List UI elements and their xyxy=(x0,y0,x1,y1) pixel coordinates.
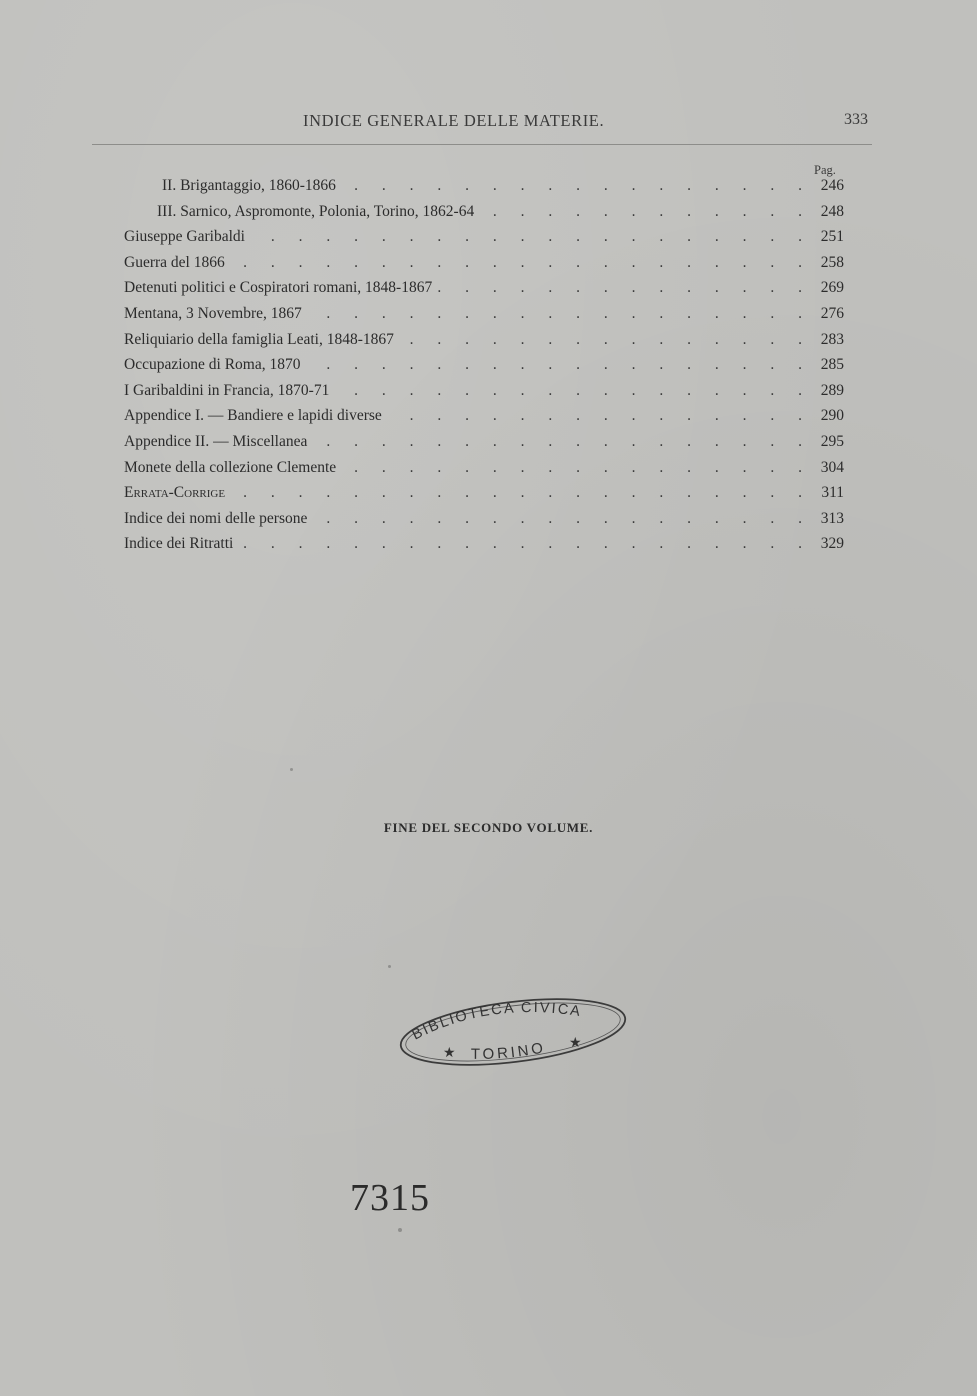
toc-dot-leader xyxy=(398,331,812,349)
toc-entry-title: Guerra del 1866 xyxy=(124,253,225,271)
toc-entry-page: 295 xyxy=(820,432,844,450)
toc-entry xyxy=(124,535,844,561)
stamp-star-icon: ★ xyxy=(569,1035,582,1051)
toc-dot-leader xyxy=(386,407,812,425)
toc-entry xyxy=(124,177,844,203)
toc-entry-title: II. Brigantaggio, 1860-1866 xyxy=(162,177,336,194)
stamp-top-text: BIBLIOTECA CIVICA xyxy=(409,999,583,1044)
toc-dot-leader xyxy=(229,484,812,502)
stamp-bottom-text: TORINO xyxy=(470,1039,548,1063)
toc-entry xyxy=(124,254,844,280)
library-stamp xyxy=(393,995,633,1070)
toc-entry-title: Monete della collezione Clemente xyxy=(124,458,337,476)
toc-entry-page: 248 xyxy=(820,202,844,220)
toc-entry-page: 258 xyxy=(820,253,844,271)
toc-dot-leader xyxy=(340,459,812,477)
toc-entry xyxy=(124,305,844,331)
toc-entry-title: Errata-Corrige xyxy=(124,484,226,502)
running-title: INDICE GENERALE DELLE MATERIE. xyxy=(303,111,605,130)
toc-entry-title: Indice dei Ritratti xyxy=(124,535,234,553)
toc-entry-title: Appendice I. — Bandiere e lapidi diverse xyxy=(124,407,382,425)
toc-entry xyxy=(124,407,844,433)
toc-entry-page: 289 xyxy=(820,381,844,399)
toc-entry-page: 313 xyxy=(820,509,844,527)
ink-speck xyxy=(388,965,391,968)
toc-dot-leader xyxy=(229,254,812,272)
toc-entry xyxy=(124,356,844,382)
running-head xyxy=(0,111,977,135)
toc-entry-title: Occupazione di Roma, 1870 xyxy=(124,356,301,374)
toc-entry-page: 290 xyxy=(820,407,844,425)
toc-dot-leader xyxy=(333,382,812,400)
toc-entry xyxy=(124,279,844,305)
toc-entry-page: 283 xyxy=(820,330,844,348)
toc-entry-title: Appendice II. — Miscellanea xyxy=(124,432,308,450)
toc-dot-leader xyxy=(306,305,812,323)
ink-speck xyxy=(290,768,293,771)
toc-entry xyxy=(124,331,844,357)
toc-entry xyxy=(124,484,844,510)
toc-entry-title: Giuseppe Garibaldi xyxy=(124,228,245,246)
toc-entry-page: 246 xyxy=(820,177,844,194)
pag-column-label: Pag. xyxy=(814,163,836,177)
toc-dot-leader xyxy=(436,279,812,297)
ink-speck xyxy=(398,1228,402,1232)
toc-entry-title: I Garibaldini in Francia, 1870-71 xyxy=(124,381,330,399)
stamp-star-icon: ★ xyxy=(443,1045,456,1061)
toc-entry-page: 269 xyxy=(820,279,844,297)
toc-entry-page: 285 xyxy=(820,356,844,374)
toc-dot-leader xyxy=(237,535,812,553)
toc-dot-leader xyxy=(304,356,812,374)
toc-dot-leader xyxy=(311,433,812,451)
shelfmark: 7315 xyxy=(350,1177,430,1219)
toc-entry-title: Reliquiario della famiglia Leati, 1848-1867 xyxy=(124,330,394,348)
toc-entry xyxy=(124,433,844,459)
toc-dot-leader xyxy=(311,510,812,528)
toc-entry xyxy=(124,382,844,408)
toc-entry xyxy=(124,510,844,536)
colophon: FINE DEL SECONDO VOLUME. xyxy=(383,820,594,835)
toc-entry-page: 276 xyxy=(820,304,844,322)
toc-entry-page: 311 xyxy=(821,484,844,502)
toc-entry xyxy=(124,203,844,229)
header-rule xyxy=(92,144,872,145)
page-number: 333 xyxy=(844,111,868,128)
toc-entry-page: 304 xyxy=(820,458,844,476)
toc-entry xyxy=(124,228,844,254)
toc-entry-title: Indice dei nomi delle persone xyxy=(124,509,308,527)
toc-dot-leader xyxy=(340,177,812,195)
toc-dot-leader xyxy=(249,228,812,246)
toc-dot-leader xyxy=(478,203,812,221)
toc-entry-page: 251 xyxy=(820,228,844,246)
toc-entry xyxy=(124,459,844,485)
toc-entry-title: III. Sarnico, Aspromonte, Polonia, Torino, 1862-64 xyxy=(157,202,475,220)
table-of-contents xyxy=(124,177,844,561)
toc-entry-title: Detenuti politici e Cospiratori romani, 1848-1867 xyxy=(124,279,433,297)
toc-entry-title: Mentana, 3 Novembre, 1867 xyxy=(124,304,302,322)
toc-entry-page: 329 xyxy=(820,535,844,553)
